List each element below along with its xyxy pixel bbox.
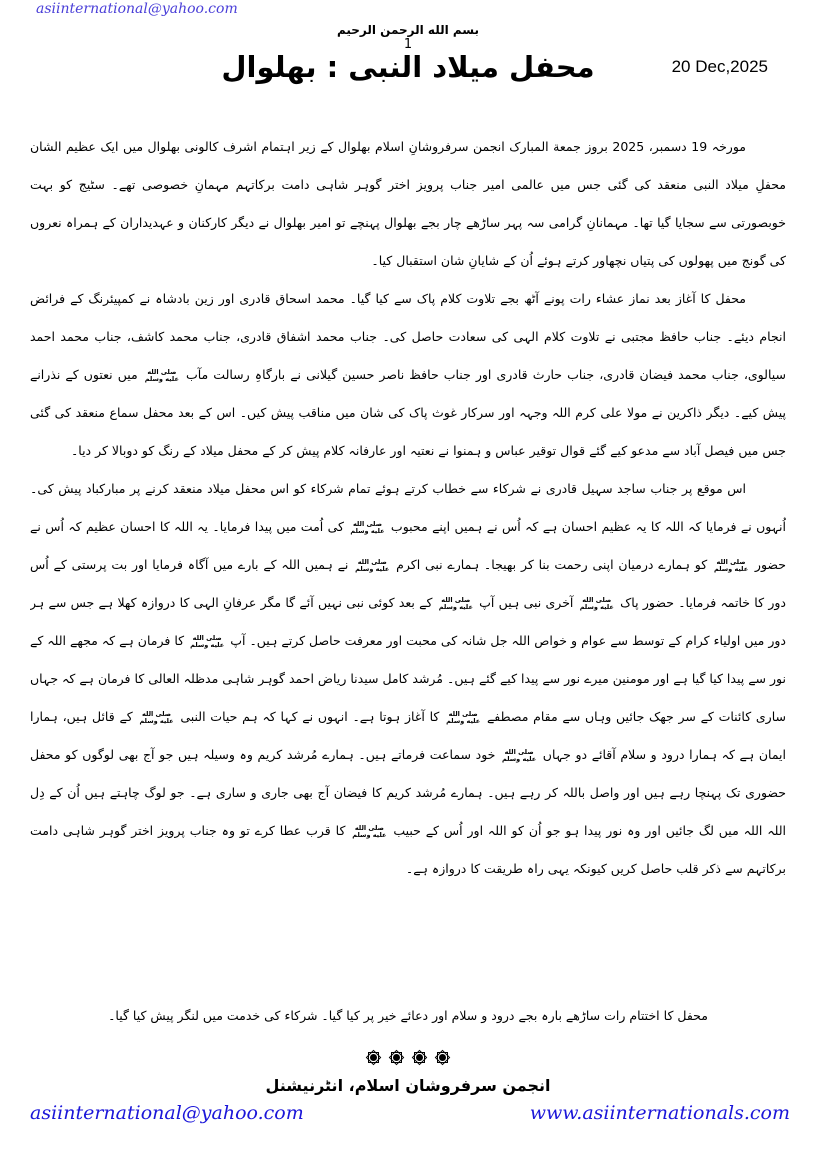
header-email-link[interactable]: asiinternational@yahoo.com: [36, 1, 238, 17]
salawat-symbol: صلى الله عليه وسلم: [502, 747, 537, 763]
paragraph-1: مورخہ 19 دسمبر، 2025 بروز جمعة المبارک انجمن سرفروشانِ اسلام بھلوال کے زیر اہتمام اشرف کالونی بھلوال میں ایک عظیم الشان محفلِ میلاد النبی منعقد کی گئی جس میں عالمی امیر جناب پرویز اختر گوہر شاہی دامت برکاتہم مہمانِ خصوصی تھے۔ سٹیج کو بہت خوبصورتی سے سجایا گیا تھا۔ مہمانانِ گرامی سہ پہر ساڑھے چار بجے بھلوال پہنچے تو امیر بھلوال نے دیگر کارکنان و عہدیداران کے ہمراہ نعروں کی گونج میں پھولوں کی پتیاں نچھاور کرتے ہوئے اُن کے شایانِ شان استقبال کیا۔: [30, 139, 786, 268]
document-title: محفل میلاد النبی : بھلوال: [221, 50, 595, 84]
star-ornament-icon: [389, 1050, 404, 1065]
paragraph-3: اس موقع پر جناب ساجد سہیل قادری نے شرکاء سے خطاب کرتے ہوئے تمام شرکاء کو اس محفل میلاد منعقد کرنے پر مبارکباد پیش کی۔ اُنہوں نے فرمایا کہ اللہ کا یہ عظیم احسان ہے کہ اُس نے ہمیں اپنے محبوب صلى الله عليه وسلم کی اُمت میں پیدا فرمایا۔ یہ اللہ کا احسان عظیم کہ اُس نے حضور صلى الله عليه وسلم کو ہمارے درمیان اپنی رحمت بنا کر بھیجا۔ ہمارے نبی اکرم صلى الله عليه وسلم نے ہمیں اللہ کے بارے میں آگاہ فرمایا اور بت پرستی کے اُس دور کا خاتمہ فرمایا۔ حضور پاک صلى الله عليه وسلم آخری نبی ہیں آپ صلى الله عليه وسلم کے بعد کوئی نبی نہیں آئے گا مگر عرفانِ الہی کا دروازہ کھلا ہے جس سے ہر دور میں اولیاء کرام کے توسط سے عوام و خواص اللہ جل شانہ کی محبت اور معرفت حاصل کرتے ہیں۔ آپ صلى الله عليه وسلم کا فرمان ہے کہ مجھے اللہ کے نور سے پیدا کیا گیا ہے اور مومنین میرے نور سے پیدا کیے گئے ہیں۔ مُرشد کامل سیدنا ریاض احمد گوہر شاہی مدظلہ العالی کا فرمان ہے کہ جہاں ساری کائنات کے سر جھک جائیں وہاں سے مقام مصطفے صلى الله عليه وسلم کا آغاز ہوتا ہے۔ انہوں نے کہا کہ ہم حیات النبی صلى الله عليه وسلم کے قائل ہیں، ہمارا ایمان ہے کہ ہمارا درود و سلام آقائے دو جہاں صلى الله عليه وسلم خود سماعت فرماتے ہیں۔ ہمارے مُرشد کریم وہ وسیلہ ہیں جو آج بھی لوگوں کو محفل حضوری تک پہنچا رہے ہیں اور واصل باللہ کر رہے ہیں۔ ہمارے مُرشد کریم کا فیضان آج بھی جاری و ساری ہے۔ جو لوگ چاہتے ہیں اُن کے دِل اللہ اللہ میں لگ جائیں اور وہ نور پیدا ہو جو اُن کو اللہ اور اُس کے حبیب صلى الله عليه وسلم کا قرب عطا کرے تو وہ جناب پرویز اختر گوہر شاہی دامت برکاتہم سے ذکر قلب حاصل کریں کیونکہ یہی راہ طریقت کا دروازہ ہے۔: [30, 481, 786, 876]
paragraph-2: محفل کا آغاز بعد نماز عشاء رات پونے آٹھ بجے تلاوت کلام پاک سے کیا گیا۔ محمد اسحاق قادری اور زین بادشاہ نے کمپیئرنگ کے فرائض انجام دیئے۔ جناب حافظ مجتبی نے تلاوت کلام الہی کی سعادت حاصل کی۔ جناب محمد اشفاق قادری، جناب محمد کاشف، جناب محمد احمد سیالوی، جناب محمد فیضان قادری، جناب حارث قادری اور جناب حافظ ناصر حسین گیلانی نے بارگاہِ رسالت مآب صلى الله عليه وسلم میں نعتوں کے نذرانے پیش کیے۔ دیگر ذاکرین نے مولا علی کرم اللہ وجہہ اور سرکار غوث پاک کی شان میں مناقب پیش کیں۔ اس کے بعد محفل سماع منعقد کی گئی جس میں فیصل آباد سے مدعو کیے گئے قوال توقیر عباس و ہمنوا نے نعتیہ اور عارفانہ کلام پیش کر کے محفل میلاد کے رنگ کو دوبالا کر دیا۔: [30, 291, 786, 458]
salawat-symbol: صلى الله عليه وسلم: [190, 633, 225, 649]
closing-line: محفل کا اختتام رات ساڑھے بارہ بجے درود و سلام اور دعائے خیر پر کیا گیا۔ شرکاء کی خدمت میں لنگر پیش کیا گیا۔: [108, 1008, 708, 1023]
salawat-symbol: صلى الله عليه وسلم: [144, 367, 179, 383]
footer-email-link[interactable]: asiinternational@yahoo.com: [30, 1102, 304, 1124]
salawat-symbol: صلى الله عليه وسلم: [352, 823, 387, 839]
salawat-symbol: صلى الله عليه وسلم: [579, 595, 614, 611]
salawat-symbol: صلى الله عليه وسلم: [446, 709, 481, 725]
document-date: 20 Dec,2025: [671, 57, 768, 76]
bismillah-text: بسم الله الرحمن الرحيم: [336, 23, 480, 37]
article-body: [30, 128, 786, 1006]
star-ornament-icon: [366, 1050, 381, 1065]
salawat-symbol: صلى الله عليه وسلم: [714, 557, 749, 573]
ornament-row: [0, 1050, 816, 1068]
page-number: 1: [403, 37, 413, 52]
salawat-symbol: صلى الله عليه وسلم: [350, 519, 385, 535]
footer-website-link[interactable]: www.asiinternationals.com: [529, 1102, 790, 1124]
salawat-symbol: صلى الله عليه وسلم: [438, 595, 473, 611]
organization-name: انجمن سرفروشان اسلام، انٹرنیشنل: [265, 1076, 551, 1095]
salawat-symbol: صلى الله عليه وسلم: [355, 557, 390, 573]
star-ornament-icon: [435, 1050, 450, 1065]
salawat-symbol: صلى الله عليه وسلم: [139, 709, 174, 725]
star-ornament-icon: [412, 1050, 427, 1065]
